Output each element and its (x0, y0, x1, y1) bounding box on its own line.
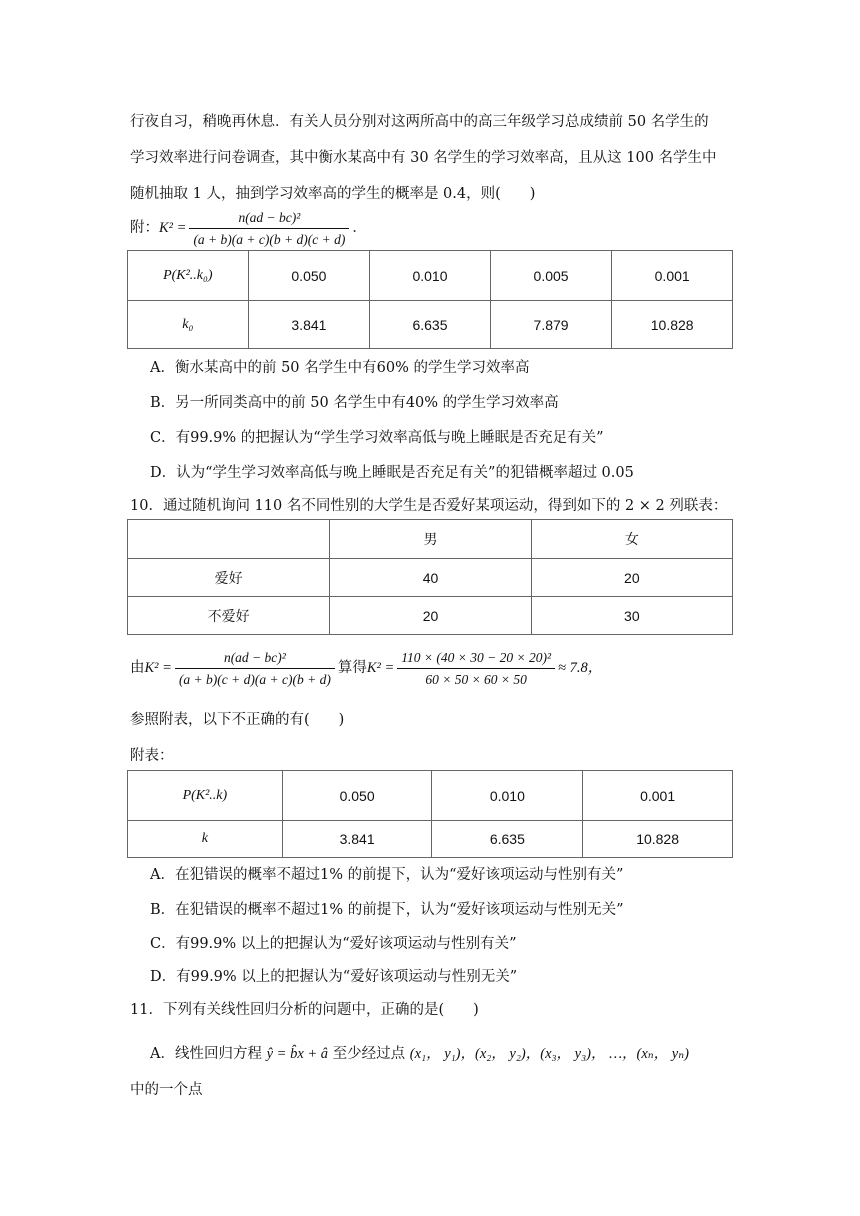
q9-k-value: 10.828 (612, 301, 733, 349)
q9-k-value: 7.879 (490, 301, 612, 349)
q11-option-a-text: A．线性回归方程 (150, 1046, 262, 1062)
table-row (128, 559, 733, 597)
q10-ref-p-value: 0.010 (432, 771, 583, 821)
q10-appendix-label: 附表： (130, 748, 174, 764)
q10-calc-fraction (397, 649, 555, 688)
q10-option-d: D．有99.9% 以上的把握认为“爱好该项运动与性别无关” (150, 969, 518, 985)
q10-reference: 参照附表，以下不正确的有( ) (130, 712, 345, 728)
q11-option-a-end: 中的一个点 (130, 1082, 203, 1098)
q10-contingency-table (127, 519, 733, 635)
q10-stem: 10．通过随机询问 110 名不同性别的大学生是否爱好某项运动，得到如下的 2 × 2 列联表： (130, 498, 728, 514)
q10-calc-line (130, 648, 602, 688)
q9-k2-lhs: K² = (159, 220, 187, 236)
q10-ref-p-value: 0.001 (583, 771, 733, 821)
q9-k-value: 6.635 (370, 301, 491, 349)
q9-p-value: 0.010 (370, 251, 491, 301)
q10-formula-fraction (175, 649, 335, 688)
q9-formula-numerator: n(ad − bc)² (189, 209, 349, 229)
q10-calc-mid: 算得 (337, 660, 367, 676)
q11-stem: 11．下列有关线性回归分析的问题中，正确的是( ) (130, 1002, 479, 1018)
table-row (128, 251, 733, 301)
q9-formula-line (130, 208, 367, 248)
q10-ref-k-value: 3.841 (282, 821, 432, 858)
q10-header-male: 男 (330, 520, 531, 559)
q9-p-value: 0.050 (248, 251, 370, 301)
q9-appendix-label: 附： (130, 220, 159, 236)
q10-formula-denominator: (a + b)(c + d)(a + c)(b + d) (178, 671, 331, 687)
table-row (128, 520, 733, 559)
table-row (128, 301, 733, 349)
q10-reference-table (127, 770, 733, 858)
q9-option-b: B．另一所同类高中的前 50 名学生中有40% 的学生学习效率高 (150, 395, 559, 411)
intro-line-1: 行夜自习，稍晚再休息．有关人员分别对这两所高中的高三年级学习总成绩前 50 名学生的 (130, 114, 709, 130)
q10-k2-lhs: K² = (144, 660, 172, 676)
q10-ref-row-header-k: k (128, 821, 283, 858)
q10-ref-k-value: 10.828 (583, 821, 733, 858)
q10-ref-row-header-p: P(K²..k) (128, 771, 283, 821)
q10-calc-result: ≈ 7.8， (558, 660, 603, 676)
table-row (128, 821, 733, 858)
q10-option-b: B．在犯错误的概率不超过1% 的前提下，认为“爱好该项运动与性别无关” (150, 902, 624, 918)
q9-p-value: 0.001 (612, 251, 733, 301)
q10-cell: 20 (330, 597, 531, 635)
q10-ref-k-value: 6.635 (432, 821, 583, 858)
table-row (128, 771, 733, 821)
q10-cell: 30 (531, 597, 732, 635)
q11-option-a-equation: ŷ = b̂x + â (266, 1046, 329, 1062)
q9-option-a: A．衡水某高中的前 50 名学生中有60% 的学生学习效率高 (150, 360, 530, 376)
q9-critical-table (127, 250, 733, 349)
q10-ref-p-value: 0.050 (282, 771, 432, 821)
intro-line-3: 随机抽取 1 人，抽到学习效率高的学生的概率是 0.4，则( ) (130, 186, 536, 202)
q9-row-header-p: P(K²..k₀) (128, 251, 249, 301)
q10-formula-numerator: n(ad − bc)² (175, 649, 335, 669)
q10-option-c: C．有99.9% 以上的把握认为“爱好该项运动与性别有关” (150, 936, 517, 952)
q10-calc-prefix: 由 (130, 660, 145, 676)
table-row (128, 597, 733, 635)
q10-header-empty (128, 520, 330, 559)
q9-p-value: 0.005 (490, 251, 612, 301)
q9-k-value: 3.841 (248, 301, 370, 349)
q9-formula-end: ． (352, 220, 367, 236)
q9-formula-fraction (189, 209, 349, 248)
q9-option-d: D．认为“学生学习效率高低与晚上睡眠是否充足有关”的犯错概率超过 0.05 (150, 465, 634, 481)
q10-header-female: 女 (531, 520, 732, 559)
q10-calc-denominator: 60 × 50 × 60 × 50 (425, 671, 527, 687)
q10-option-a: A．在犯错误的概率不超过1% 的前提下，认为“爱好该项运动与性别有关” (150, 867, 624, 883)
q11-option-a-line (150, 1044, 689, 1064)
q10-calc-numerator: 110 × (40 × 30 − 20 × 20)² (397, 649, 555, 669)
intro-line-2: 学习效率进行问卷调查，其中衡水某高中有 30 名学生的学习效率高，且从这 100 名学生中 (130, 150, 717, 166)
q10-calc-k2: K² = (366, 660, 395, 676)
q11-option-a-points: (x₁， y₁)，(x₂， y₂)，(x₃， y₃)， …，(xₙ， yₙ) (409, 1046, 689, 1062)
q10-cell: 20 (531, 559, 732, 597)
q9-option-c: C．有99.9% 的把握认为“学生学习效率高低与晚上睡眠是否充足有关” (150, 430, 604, 446)
q10-row-label: 爱好 (128, 559, 330, 597)
q9-row-header-k: k₀ (128, 301, 249, 349)
q10-cell: 40 (330, 559, 531, 597)
q9-formula-denominator: (a + b)(a + c)(b + d)(c + d) (193, 231, 346, 247)
q11-option-a-mid: 至少经过点 (332, 1046, 406, 1062)
q10-row-label: 不爱好 (128, 597, 330, 635)
